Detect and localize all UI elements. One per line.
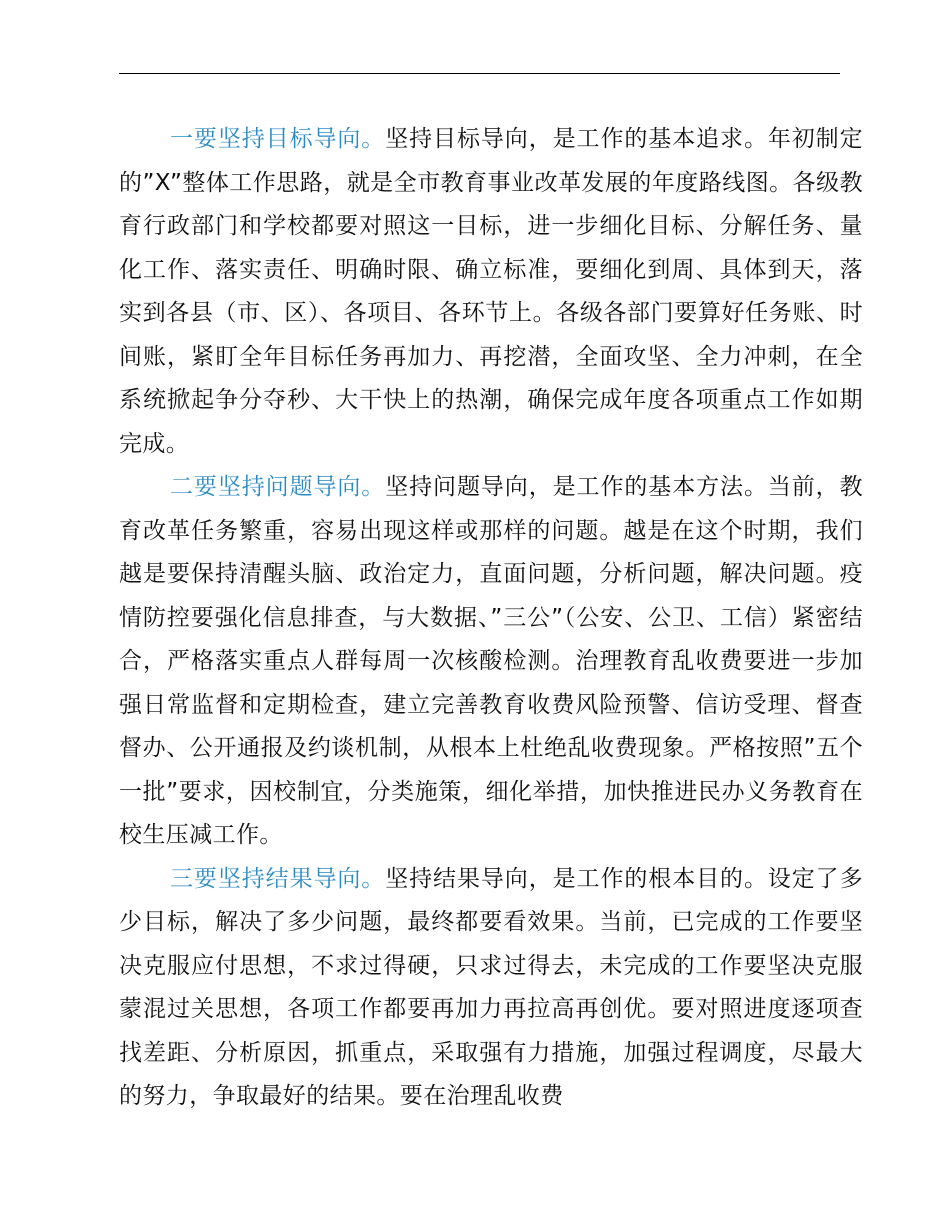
paragraph-text: 坚持结果导向，是工作的根本目的。设定了多少目标，解决了多少问题，最终都要看效果。当前，已完成的工作要坚决克服应付思想，不求过得硬，只求过得去，未完成的工作要坚决克服蒙混过关思想，各项工作都要再加力再拉高再创优。要对照进度逐项查找差距、分析原因，抓重点，采取强有力措施，加强过程调度，尽最大的努力，争取最好的结果。要在治理乱收费: [119, 865, 863, 1109]
document-body: [119, 118, 863, 1119]
paragraph-problem-orientation: [119, 466, 863, 858]
paragraph-text: 坚持问题导向，是工作的基本方法。当前，教育改革任务繁重，容易出现这样或那样的问题。越是在这个时期，我们越是要保持清醒头脑、政治定力，直面问题，分析问题，解决问题。疫情防控要强化信息排查，与大数据、”三公”（公安、公卫、工信）紧密结合，严格落实重点人群每周一次核酸检测。治理教育乱收费要进一步加强日常监督和定期检查，建立完善教育收费风险预警、信访受理、督查督办、公开通报及约谈机制，从根本上杜绝乱收费现象。严格按照”五个一批”要求，因校制宜，分类施策，细化举措，加快推进民办义务教育在校生压减工作。: [119, 474, 863, 848]
header-rule: [119, 73, 840, 74]
paragraph-goal-orientation: [119, 118, 863, 466]
paragraph-result-orientation: [119, 858, 863, 1119]
paragraph-heading: 三要坚持结果导向。: [170, 865, 386, 892]
paragraph-heading: 二要坚持问题导向。: [170, 474, 386, 500]
paragraph-text: 坚持目标导向，是工作的基本追求。年初制定的”X”整体工作思路，就是全市教育事业改革发展的年度路线图。各级教育行政部门和学校都要对照这一目标，进一步细化目标、分解任务、量化工作、落实责任、明确时限、确立标准，要细化到周、具体到天，落实到各县（市、区）、各项目、各环节上。各级各部门要算好任务账、时间账，紧盯全年目标任务再加力、再挖潜，全面攻坚、全力冲刺，在全系统掀起争分夺秒、大干快上的热潮，确保完成年度各项重点工作如期完成。: [119, 126, 863, 457]
paragraph-heading: 一要坚持目标导向。: [170, 126, 386, 152]
